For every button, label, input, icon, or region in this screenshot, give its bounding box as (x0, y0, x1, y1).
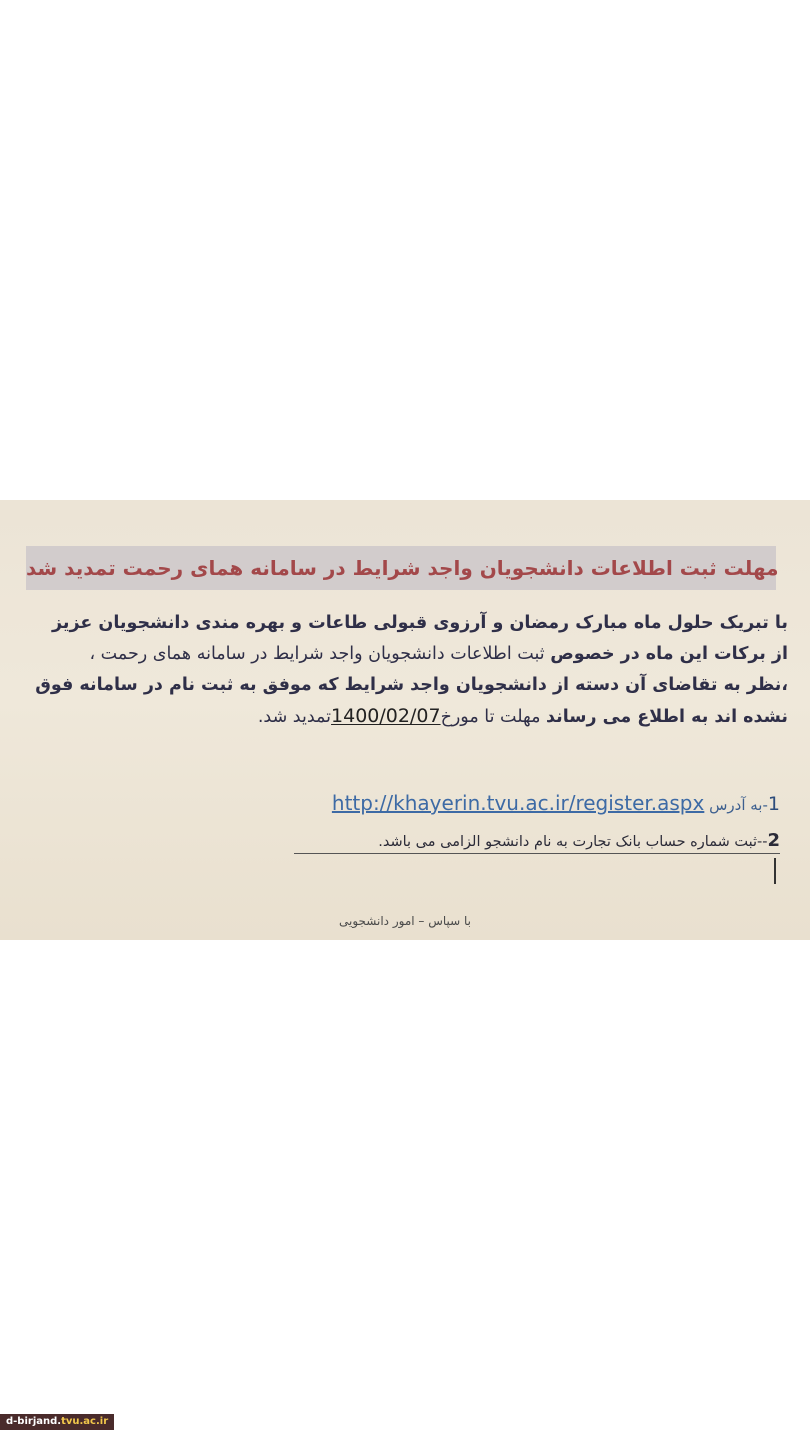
line2-normal-text: ثبت اطلاعات دانشجویان واجد شرایط در سامانه همای رحمت ، (89, 644, 551, 664)
list-item-address (300, 791, 780, 815)
paragraph-line-2 (22, 639, 788, 670)
paragraph-line-4 (22, 701, 788, 733)
title-band (26, 546, 779, 590)
line3-text: ،نظر به تقاضای آن دسته از دانشجویان واجد شرایط که موفق به ثبت نام در سامانه فوق (35, 675, 788, 695)
notice-title: مهلت ثبت اطلاعات دانشجویان واجد شرایط در سامانه همای رحمت تمدید شد (26, 556, 779, 580)
paragraph-line-1 (22, 608, 788, 639)
item2-text: --ثبت شماره حساب بانک تجارت به نام دانشجو الزامی می باشد. (378, 834, 768, 850)
register-link[interactable]: http://khayerin.tvu.ac.ir/register.aspx (331, 791, 705, 815)
line1-text: با تبریک حلول ماه مبارک رمضان و آرزوی قبولی طاعات و بهره مندی دانشجویان عزیز (52, 613, 788, 633)
list-item-bank-account (294, 830, 780, 854)
line2-bold-text: از برکات این ماه در خصوص (550, 644, 788, 664)
notice-photo (0, 500, 810, 940)
notice-paragraph (22, 608, 788, 733)
line4-bold-text: نشده اند به اطلاع می رساند (546, 707, 788, 727)
watermark-part-2: tvu.ac.ir (61, 1416, 109, 1427)
item1-number: 1 (767, 793, 780, 815)
watermark-part-1: d-birjand. (6, 1416, 62, 1427)
line4-normal-text: مهلت تا مورخ (440, 707, 547, 727)
text-cursor (774, 858, 776, 884)
item1-text: -به آدرس (704, 796, 768, 814)
paragraph-line-3 (22, 670, 788, 701)
item2-number: 2 (767, 830, 780, 851)
deadline-date: 1400/02/07 (331, 705, 441, 727)
site-watermark (0, 1414, 114, 1430)
line4-end-text: تمدید شد. (257, 707, 332, 727)
signature: با سپاس – امور دانشجویی (339, 914, 471, 928)
